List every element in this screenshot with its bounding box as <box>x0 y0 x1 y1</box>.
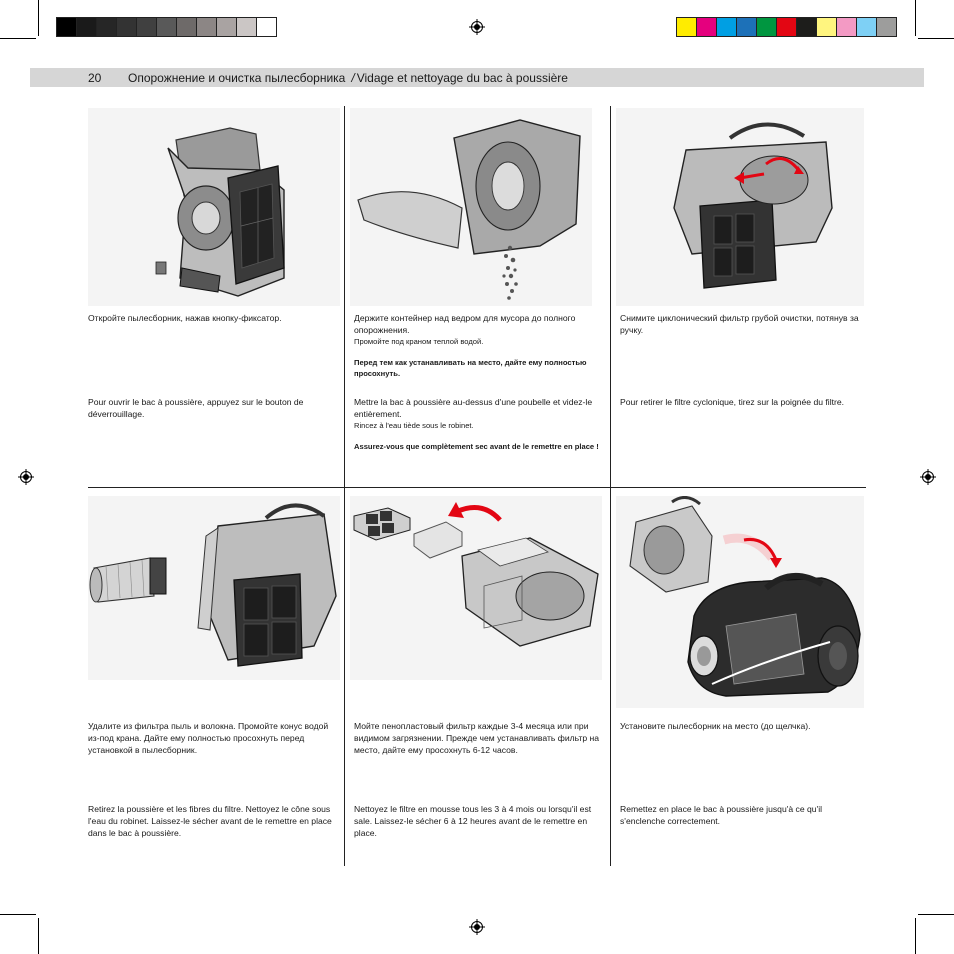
step-2-rinse-note-ru: Промойте под краном теплой водой. <box>354 337 484 346</box>
column-divider <box>344 106 345 866</box>
crop-mark <box>915 0 916 36</box>
page-title <box>128 71 568 85</box>
step-2-text-ru <box>354 312 600 379</box>
swatch <box>836 17 857 37</box>
page-number: 20 <box>88 71 102 85</box>
swatch <box>756 17 777 37</box>
illustration-clean-filter-cone <box>88 496 340 680</box>
step-6-instruction-fr: Remettez en place le bac à poussière jusqu'à ce qu'il s'enclenche correctement. <box>620 804 823 826</box>
crop-mark <box>918 914 954 915</box>
step-3-instruction-ru: Снимите циклонический фильтр грубой очистки, потянув за ручку. <box>620 313 859 335</box>
swatch <box>196 17 217 37</box>
crop-mark <box>38 918 39 954</box>
title-separator: / <box>351 71 355 85</box>
step-2-dry-warning-fr: Assurez-vous que complètement sec avant de le remettre en place ! <box>354 442 599 451</box>
swatch <box>136 17 157 37</box>
title-russian: Опорожнение и очистка пылесборника <box>128 71 346 85</box>
step-5-text-ru <box>354 720 604 756</box>
crop-mark <box>38 0 39 36</box>
step-4-instruction-ru: Удалите из фильтра пыль и волокна. Промойте конус водой из-под крана. Дайте ему полностью просохнуть перед установкой в пылесборник. <box>88 721 329 755</box>
swatch <box>696 17 717 37</box>
registration-mark-icon <box>469 919 485 935</box>
illustration-empty-dust-container <box>350 108 592 306</box>
swatch <box>796 17 817 37</box>
swatch <box>176 17 197 37</box>
registration-mark-icon <box>920 469 936 485</box>
swatch <box>156 17 177 37</box>
swatch <box>736 17 757 37</box>
step-2-instruction-fr: Mettre la bac à poussière au-dessus d'une poubelle et videz-le entièrement. <box>354 397 593 419</box>
illustration-reinstall-dust-container <box>616 496 864 708</box>
swatch <box>776 17 797 37</box>
step-5-text-fr <box>354 803 604 839</box>
step-4-text-fr <box>88 803 338 839</box>
step-2-instruction-ru: Держите контейнер над ведром для мусора до полного опорожнения. <box>354 313 576 335</box>
swatch <box>816 17 837 37</box>
row-divider <box>88 487 866 488</box>
swatch <box>96 17 117 37</box>
step-1-instruction-fr: Pour ouvrir le bac à poussière, appuyez sur le bouton de déverrouillage. <box>88 397 304 419</box>
swatch <box>676 17 697 37</box>
swatch <box>216 17 237 37</box>
swatch <box>56 17 77 37</box>
crop-mark <box>918 38 954 39</box>
swatch <box>856 17 877 37</box>
step-1-text-ru <box>88 312 338 324</box>
illustration-open-dust-container <box>88 108 340 306</box>
step-1-instruction-ru: Откройте пылесборник, нажав кнопку-фиксатор. <box>88 313 282 323</box>
step-3-instruction-fr: Pour retirer le filtre cyclonique, tirez sur la poignée du filtre. <box>620 397 845 407</box>
illustration-foam-filter <box>350 496 602 680</box>
swatch <box>716 17 737 37</box>
swatch <box>116 17 137 37</box>
column-divider <box>610 106 611 866</box>
step-4-instruction-fr: Retirez la poussière et les fibres du filtre. Nettoyez le cône sous l'eau du robinet. Laissez-le sécher avant de le remettre en place dans le bac à poussière. <box>88 804 332 838</box>
swatch <box>236 17 257 37</box>
step-5-instruction-ru: Мойте пенопластовый фильтр каждые 3-4 месяца или при видимом загрязнении. Прежде чем устанавливать фильтр на место, дайте ему просохнуть 6-12 часов. <box>354 721 600 755</box>
step-2-text-fr <box>354 396 602 452</box>
step-6-instruction-ru: Установите пылесборник на место (до щелчка). <box>620 721 811 731</box>
step-4-text-ru <box>88 720 338 756</box>
step-2-dry-warning-ru: Перед тем как устанавливать на место, дайте ему полностью просохнуть. <box>354 358 587 378</box>
crop-mark <box>0 914 36 915</box>
step-5-instruction-fr: Nettoyez le filtre en mousse tous les 3 à 4 mois ou lorsqu'il est sale. Laissez-le sécher 6 à 12 heures avant de le remettre en place. <box>354 804 592 838</box>
crop-mark <box>0 38 36 39</box>
crop-mark <box>915 918 916 954</box>
step-1-text-fr <box>88 396 338 420</box>
step-6-text-fr <box>620 803 860 827</box>
swatch <box>76 17 97 37</box>
title-french: Vidage et nettoyage du bac à poussière <box>356 71 568 85</box>
swatch <box>256 17 277 37</box>
step-3-text-ru <box>620 312 860 336</box>
swatch <box>876 17 897 37</box>
step-3-text-fr <box>620 396 860 408</box>
registration-mark-icon <box>18 469 34 485</box>
step-6-text-ru <box>620 720 860 732</box>
step-2-rinse-note-fr: Rincez à l'eau tiède sous le robinet. <box>354 421 474 430</box>
registration-mark-icon <box>469 19 485 35</box>
illustration-remove-cyclonic-filter <box>616 108 864 306</box>
